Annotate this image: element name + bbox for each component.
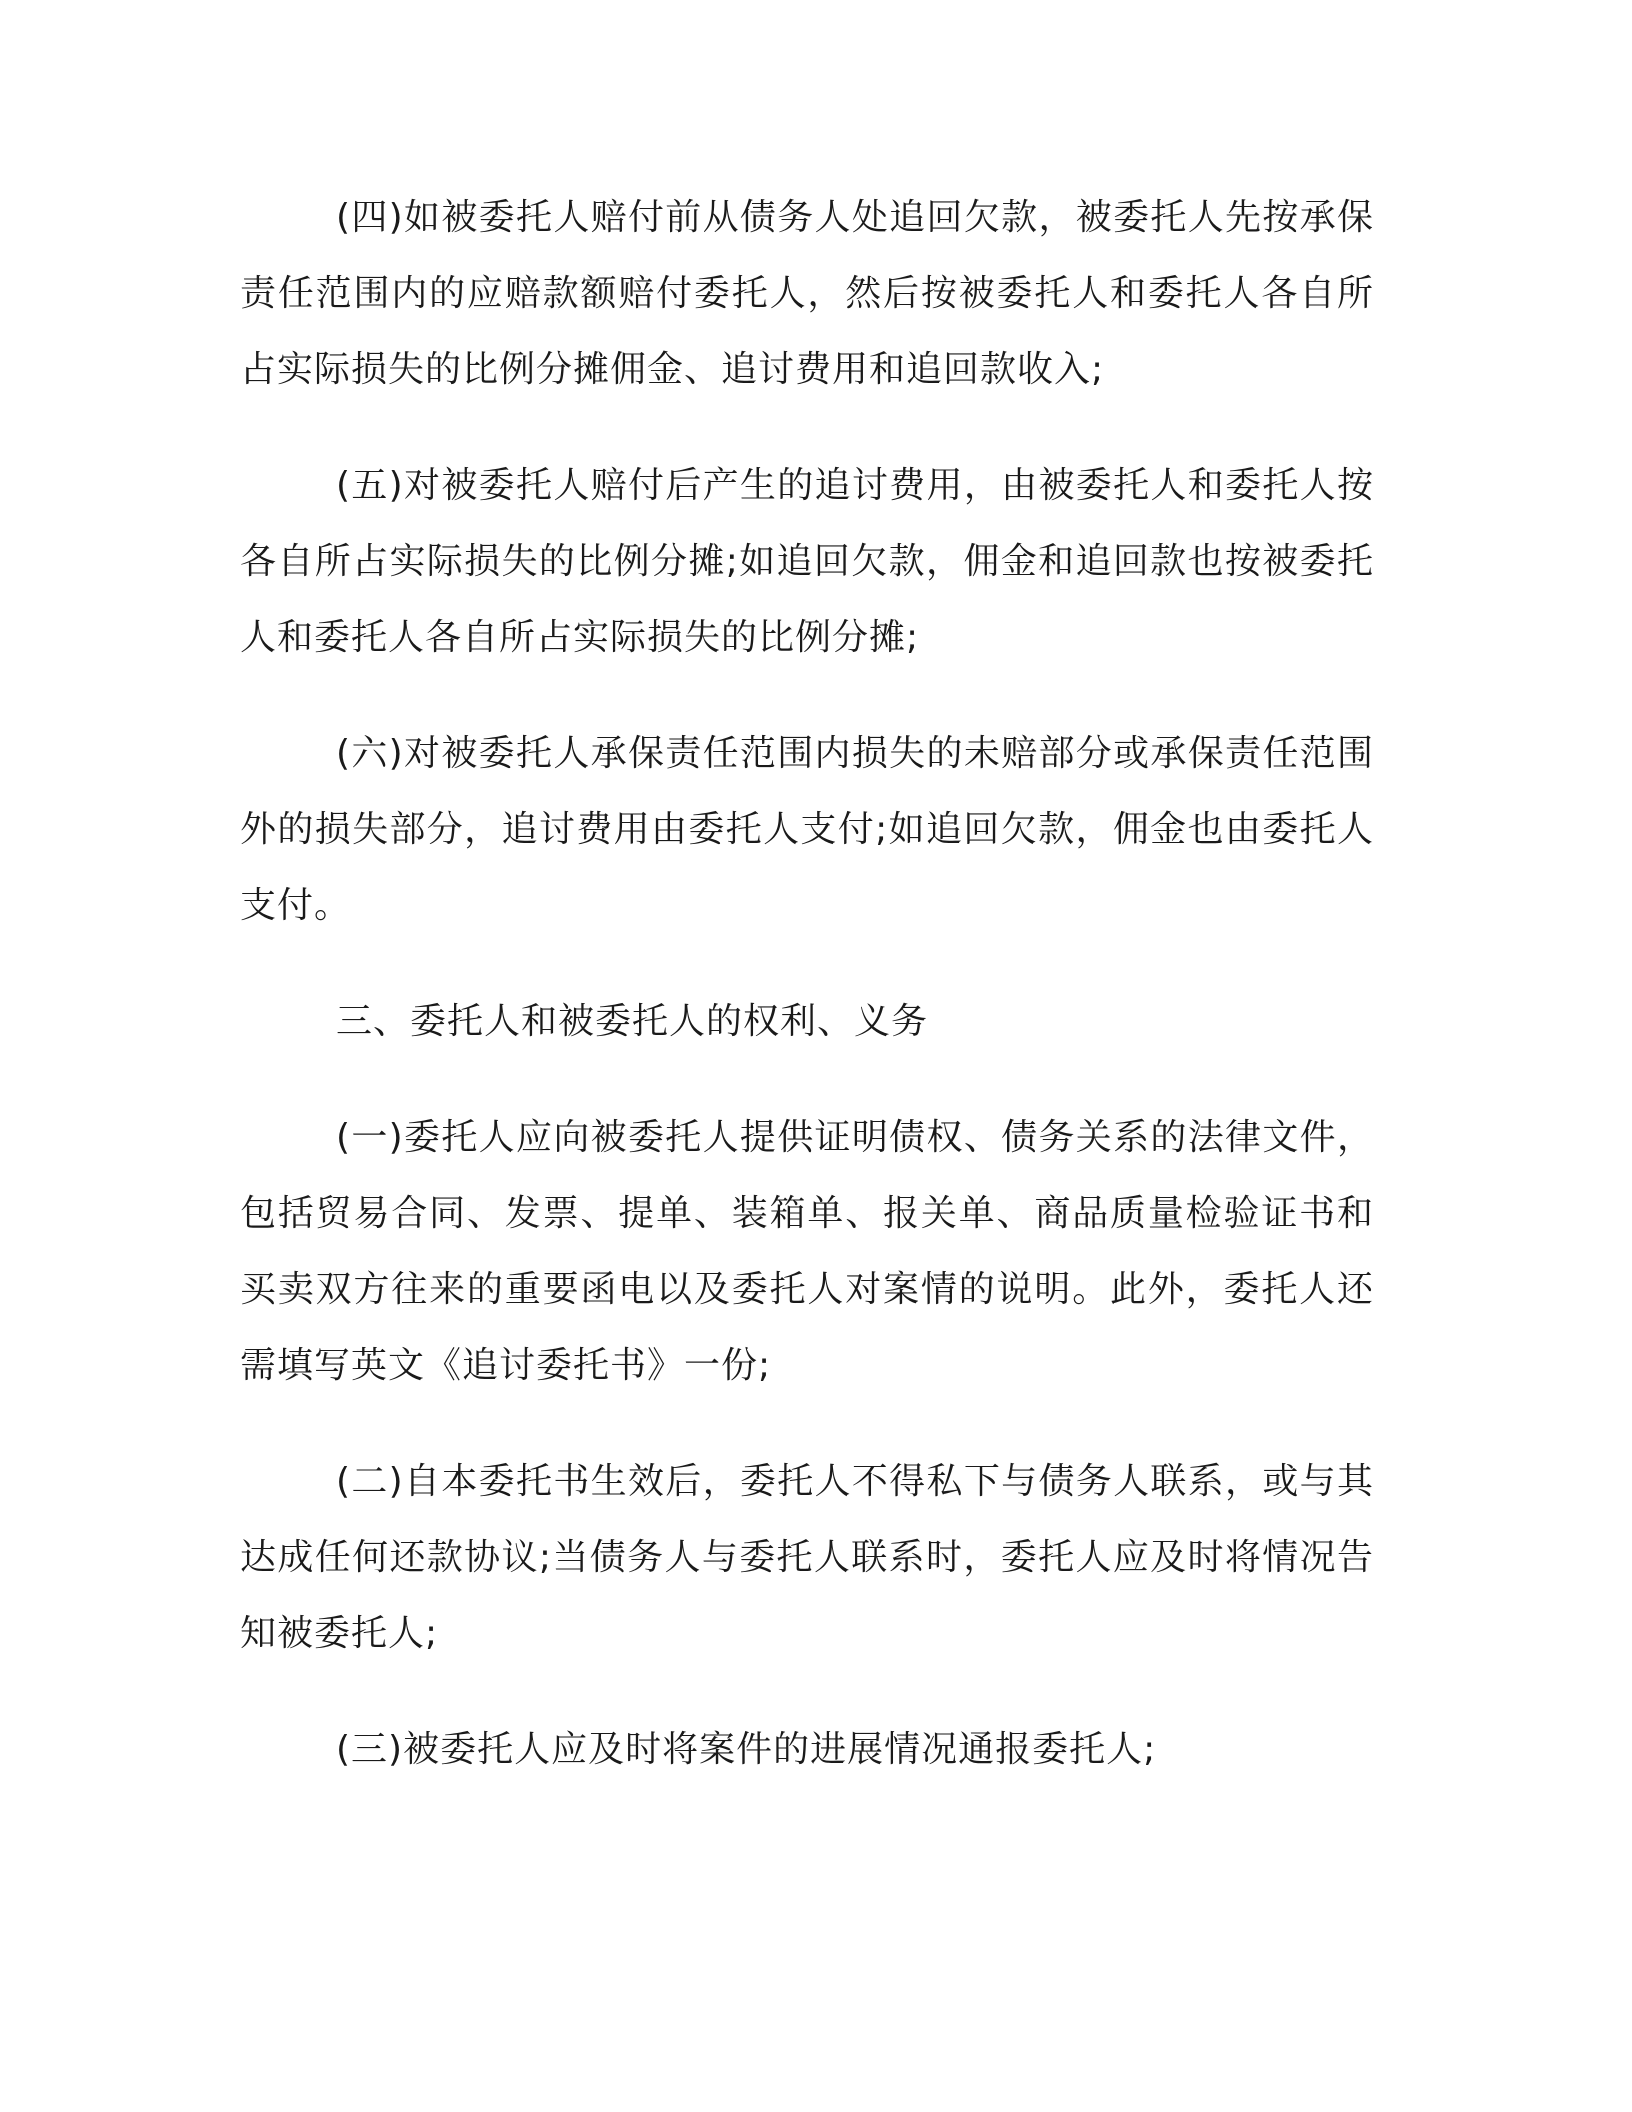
paragraph-item-5: (五)对被委托人赔付后产生的追讨费用，由被委托人和委托人按各自所占实际损失的比例分摊;如追回欠款，佣金和追回款也按被委托人和委托人各自所占实际损失的比例分摊; bbox=[240, 465, 1374, 658]
section-heading: 三、委托人和被委托人的权利、义务 bbox=[336, 1001, 929, 1042]
paragraph-item-4: (四)如被委托人赔付前从债务人处追回欠款，被委托人先按承保责任范围内的应赔款额赔付委托人，然后按被委托人和委托人各自所占实际损失的比例分摊佣金、追讨费用和追回款收入; bbox=[240, 197, 1374, 390]
document-body bbox=[240, 180, 1374, 1828]
paragraph-item-3: (三)被委托人应及时将案件的进展情况通报委托人; bbox=[336, 1729, 1157, 1770]
paragraph-item-6: (六)对被委托人承保责任范围内损失的未赔部分或承保责任范围外的损失部分，追讨费用由委托人支付;如追回欠款，佣金也由委托人支付。 bbox=[240, 733, 1374, 926]
paragraph-item-1: (一)委托人应向被委托人提供证明债权、债务关系的法律文件，包括贸易合同、发票、提单、装箱单、报关单、商品质量检验证书和买卖双方往来的重要函电以及委托人对案情的说明。此外，委托人还需填写英文《追讨委托书》一份; bbox=[240, 1117, 1374, 1386]
paragraph-item-2: (二)自本委托书生效后，委托人不得私下与债务人联系，或与其达成任何还款协议;当债务人与委托人联系时，委托人应及时将情况告知被委托人; bbox=[240, 1461, 1374, 1654]
